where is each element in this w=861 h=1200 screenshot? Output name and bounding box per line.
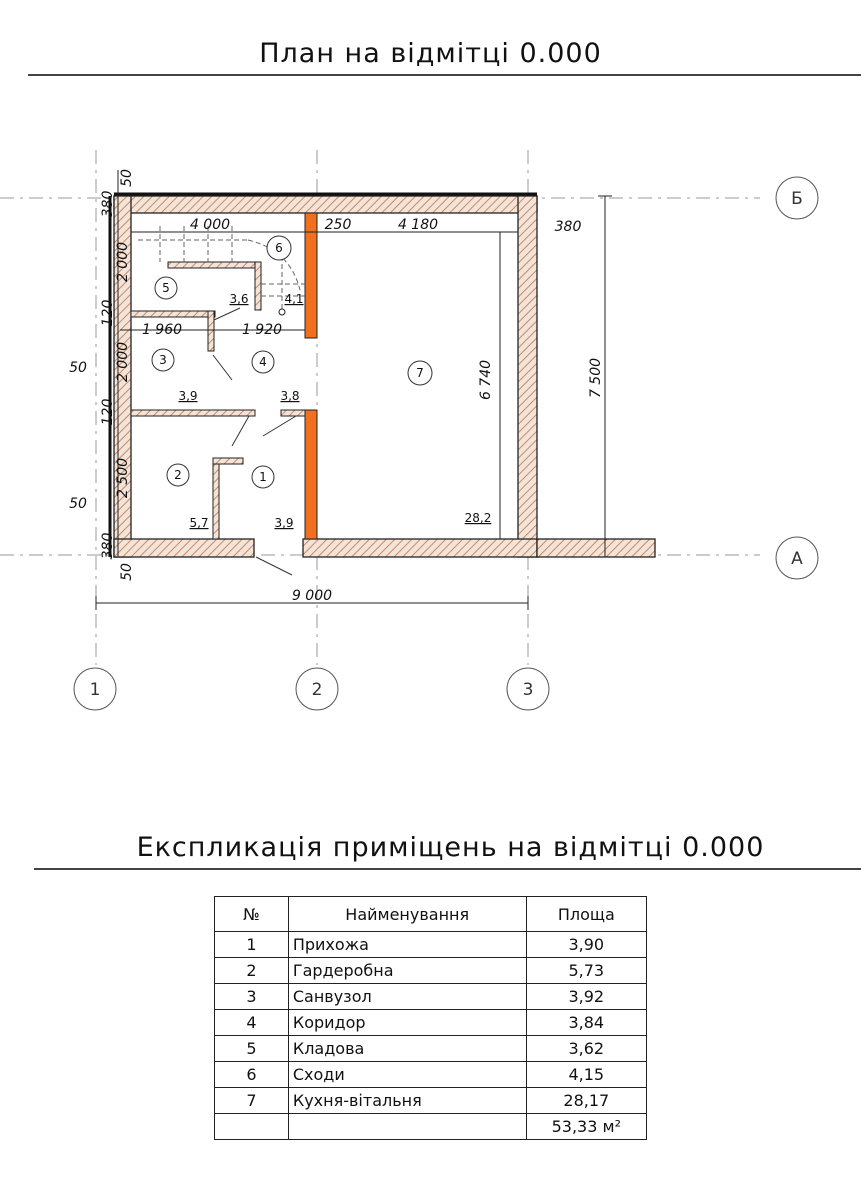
room-number-3: 3 xyxy=(159,353,167,367)
row-name: Кладова xyxy=(288,1036,526,1062)
row-area: 3,90 xyxy=(526,932,646,958)
header-name: Найменування xyxy=(288,897,526,932)
dim-left-50-mid-b: 50 xyxy=(69,496,87,512)
explication-table xyxy=(214,896,647,1140)
room-number-4: 4 xyxy=(259,355,267,369)
dim-left-380-bottom: 380 xyxy=(100,532,116,560)
dim-left-2500: 2 500 xyxy=(115,457,131,499)
total-empty-name xyxy=(288,1114,526,1140)
dim-left-2000-b: 2 000 xyxy=(115,341,131,383)
table-row xyxy=(215,958,647,984)
dim-left-50-top: 50 xyxy=(119,169,135,187)
dim-mid-left: 1 960 xyxy=(141,322,183,338)
dim-top-mid: 250 xyxy=(324,217,352,233)
door-wardrobe xyxy=(232,416,249,446)
row-no: 7 xyxy=(215,1088,289,1114)
axis-label-3: 3 xyxy=(522,680,534,700)
partition-h-upper xyxy=(131,311,215,317)
wall-bottom-right xyxy=(303,539,537,557)
row-area: 3,62 xyxy=(526,1036,646,1062)
area-room-1: 3,9 xyxy=(274,516,294,530)
orange-wall-lower xyxy=(305,410,317,539)
total-area: 53,33 м² xyxy=(526,1114,646,1140)
table-row xyxy=(215,1036,647,1062)
row-no: 6 xyxy=(215,1062,289,1088)
exterior-walls xyxy=(114,196,655,557)
door-corridor xyxy=(263,416,296,436)
area-room-3: 3,9 xyxy=(178,389,198,403)
table-row xyxy=(215,984,647,1010)
dim-left-380-top: 380 xyxy=(100,190,116,218)
dim-left-2000-a: 2 000 xyxy=(115,241,131,283)
explication-title: Експликація приміщень на відмітці 0.000 xyxy=(136,832,765,863)
interior-walls xyxy=(131,262,305,539)
wall-bottom-left xyxy=(114,539,254,557)
table-row xyxy=(215,1062,647,1088)
row-area: 4,15 xyxy=(526,1062,646,1088)
wall-top xyxy=(114,196,537,213)
wall-bottom-extension xyxy=(537,539,655,557)
partition-h-lower xyxy=(131,410,255,416)
row-no: 5 xyxy=(215,1036,289,1062)
partition-stairs xyxy=(255,262,261,310)
axis-label-2: 2 xyxy=(311,680,323,700)
table-row xyxy=(215,1088,647,1114)
room-circles xyxy=(152,236,432,488)
row-area: 3,92 xyxy=(526,984,646,1010)
dim-left-120-a: 120 xyxy=(100,299,116,327)
dim-left-50-bottom: 50 xyxy=(119,563,135,581)
room-number-7: 7 xyxy=(416,366,424,380)
table-row xyxy=(215,1010,647,1036)
partition-wardrobe-top xyxy=(213,458,243,464)
area-room-5: 3,6 xyxy=(229,292,249,306)
dim-overall-height: 7 500 xyxy=(588,357,604,399)
dim-overall-width: 9 000 xyxy=(291,588,333,604)
table-row xyxy=(215,932,647,958)
axis-label-b: Б xyxy=(791,189,803,209)
row-name: Санвузол xyxy=(288,984,526,1010)
dim-right-wall: 380 xyxy=(554,219,582,235)
dim-room7-height: 6 740 xyxy=(478,359,494,401)
axis-markers xyxy=(74,177,818,710)
row-name: Прихожа xyxy=(288,932,526,958)
plan-title: План на відмітці 0.000 xyxy=(259,38,602,69)
row-name: Коридор xyxy=(288,1010,526,1036)
wall-right xyxy=(518,196,537,557)
dim-left-50-mid-a: 50 xyxy=(69,360,87,376)
area-room-2: 5,7 xyxy=(189,516,209,530)
room-number-2: 2 xyxy=(174,468,182,482)
partition-corridor xyxy=(281,410,305,416)
stair-marker xyxy=(279,309,285,315)
table-header-row xyxy=(215,897,647,932)
area-room-4: 3,8 xyxy=(280,389,300,403)
row-name: Сходи xyxy=(288,1062,526,1088)
row-name: Гардеробна xyxy=(288,958,526,984)
row-no: 1 xyxy=(215,932,289,958)
dim-top-left: 4 000 xyxy=(189,217,231,233)
door-entrance xyxy=(256,557,292,575)
door-wc xyxy=(213,355,232,380)
explication-title-underline xyxy=(34,868,861,870)
table-total-row xyxy=(215,1114,647,1140)
axis-label-a: А xyxy=(791,549,803,569)
row-no: 2 xyxy=(215,958,289,984)
partition-wardrobe xyxy=(213,458,219,539)
axis-label-1: 1 xyxy=(89,680,101,700)
room-number-6: 6 xyxy=(275,241,283,255)
dim-top-right: 4 180 xyxy=(397,217,439,233)
row-area: 5,73 xyxy=(526,958,646,984)
partition-storage xyxy=(168,262,260,268)
row-no: 3 xyxy=(215,984,289,1010)
row-name: Кухня-вітальня xyxy=(288,1088,526,1114)
partition-v-wc xyxy=(208,311,214,351)
room-number-1: 1 xyxy=(259,470,267,484)
row-no: 4 xyxy=(215,1010,289,1036)
area-room-7: 28,2 xyxy=(464,511,492,525)
total-empty-no xyxy=(215,1114,289,1140)
doors xyxy=(213,308,296,575)
row-area: 28,17 xyxy=(526,1088,646,1114)
dim-left-120-b: 120 xyxy=(100,398,116,426)
room-number-5: 5 xyxy=(162,281,170,295)
header-area: Площа xyxy=(526,897,646,932)
header-no: № xyxy=(215,897,289,932)
door-storage xyxy=(214,308,240,320)
dim-mid-right: 1 920 xyxy=(241,322,283,338)
row-area: 3,84 xyxy=(526,1010,646,1036)
area-room-6: 4,1 xyxy=(284,292,304,306)
